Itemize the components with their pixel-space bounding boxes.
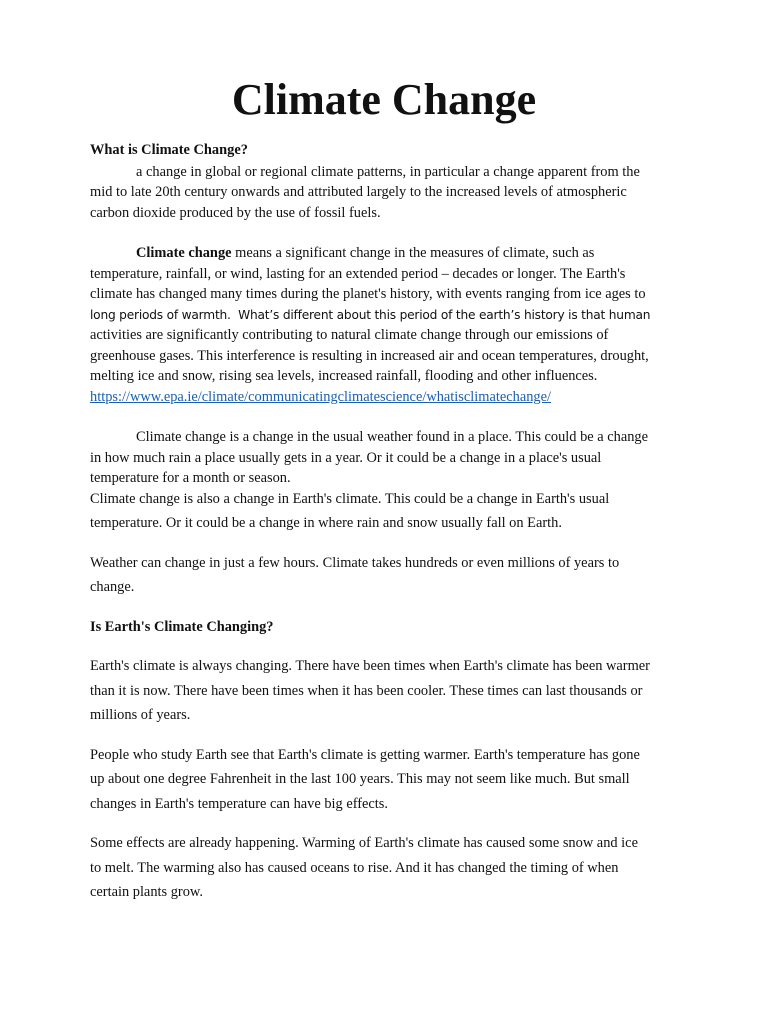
paragraph-line: changes in Earth's temperature can have big effects. <box>90 795 389 812</box>
section-heading-what-is: What is Climate Change? <box>90 142 248 158</box>
definition-line: a change in global or regional climate patterns, in particular a change apparent from the <box>136 163 640 180</box>
line-text: long periods of warmth. <box>90 307 231 322</box>
climate-change-meaning-paragraph <box>90 243 682 407</box>
paragraph-line: activities are significantly contributing to natural climate change through our emissions of <box>90 327 609 343</box>
paragraph-line: Earth's climate is always changing. There have been times when Earth's climate has been warmer <box>90 658 650 674</box>
paragraph-line <box>90 243 682 264</box>
document-body <box>90 140 682 905</box>
paragraph-line: Some effects are already happening. Warming of Earth's climate has caused some snow and ice <box>90 835 638 851</box>
paragraph-line: People who study Earth see that Earth's climate is getting warmer. Earth's temperature has gone <box>90 746 640 763</box>
paragraph-line: climate has changed many times during the planet's history, with events ranging from ice ages to <box>90 286 646 302</box>
line-text: means a significant change in the measures of climate, such as <box>231 245 595 261</box>
paragraph-line: melting ice and snow, rising sea levels, increased rainfall, flooding and other influences. <box>90 368 598 384</box>
paragraph-line: temperature, rainfall, or wind, lasting for an extended period – decades or longer. The Earth's <box>90 265 626 282</box>
definition-paragraph <box>90 162 682 224</box>
paragraph-line: certain plants grow. <box>90 884 203 900</box>
page-title: Climate Change <box>231 75 537 124</box>
earth-climate-paragraph <box>90 487 682 536</box>
paragraph-line: temperature. Or it could be a change in where rain and snow usually fall on Earth. <box>90 515 562 531</box>
weather-vs-climate-paragraph <box>90 551 682 600</box>
paragraph-line: millions of years. <box>90 707 191 723</box>
source-link[interactable]: https://www.epa.ie/climate/communicatingclimatescience/whatisclimatechange/ <box>90 388 551 405</box>
paragraph-line: up about one degree Fahrenheit in the last 100 years. This may not seem like much. But small <box>90 771 630 787</box>
paragraph-line: change. <box>90 579 135 595</box>
definition-line: carbon dioxide produced by the use of fossil fuels. <box>90 204 381 221</box>
paragraph-line: Climate change is a change in the usual weather found in a place. This could be a change <box>136 429 649 445</box>
paragraph-line: than it is now. There have been times when it has been cooler. These times can last thousands or <box>90 682 643 699</box>
effects-paragraph <box>90 831 682 905</box>
paragraph-line: Climate change is also a change in Earth's climate. This could be a change in Earth's usual <box>90 490 610 507</box>
paragraph-line: to melt. The warming also has caused oceans to rise. And it has changed the timing of when <box>90 859 619 876</box>
getting-warmer-paragraph <box>90 743 682 817</box>
always-changing-paragraph <box>90 654 682 728</box>
definition-line: mid to late 20th century onwards and attributed largely to the increased levels of atmospheric <box>90 184 627 200</box>
paragraph-line <box>90 305 682 326</box>
source-link-line <box>90 387 682 408</box>
paragraph-line: greenhouse gases. This interference is resulting in increased air and ocean temperatures, drought, <box>90 347 649 364</box>
paragraph-line: temperature for a month or season. <box>90 470 291 486</box>
paragraph-line: in how much rain a place usually gets in a year. Or it could be a change in a place's usual <box>90 449 602 466</box>
weather-change-paragraph <box>90 427 682 489</box>
paragraph-line: Weather can change in just a few hours. Climate takes hundreds or even millions of years to <box>90 554 620 571</box>
line-text: What’s different about this period of the earth’s history is that human <box>238 307 651 322</box>
section-heading-is-changing: Is Earth's Climate Changing? <box>90 618 274 635</box>
bold-term: Climate change <box>136 245 232 261</box>
